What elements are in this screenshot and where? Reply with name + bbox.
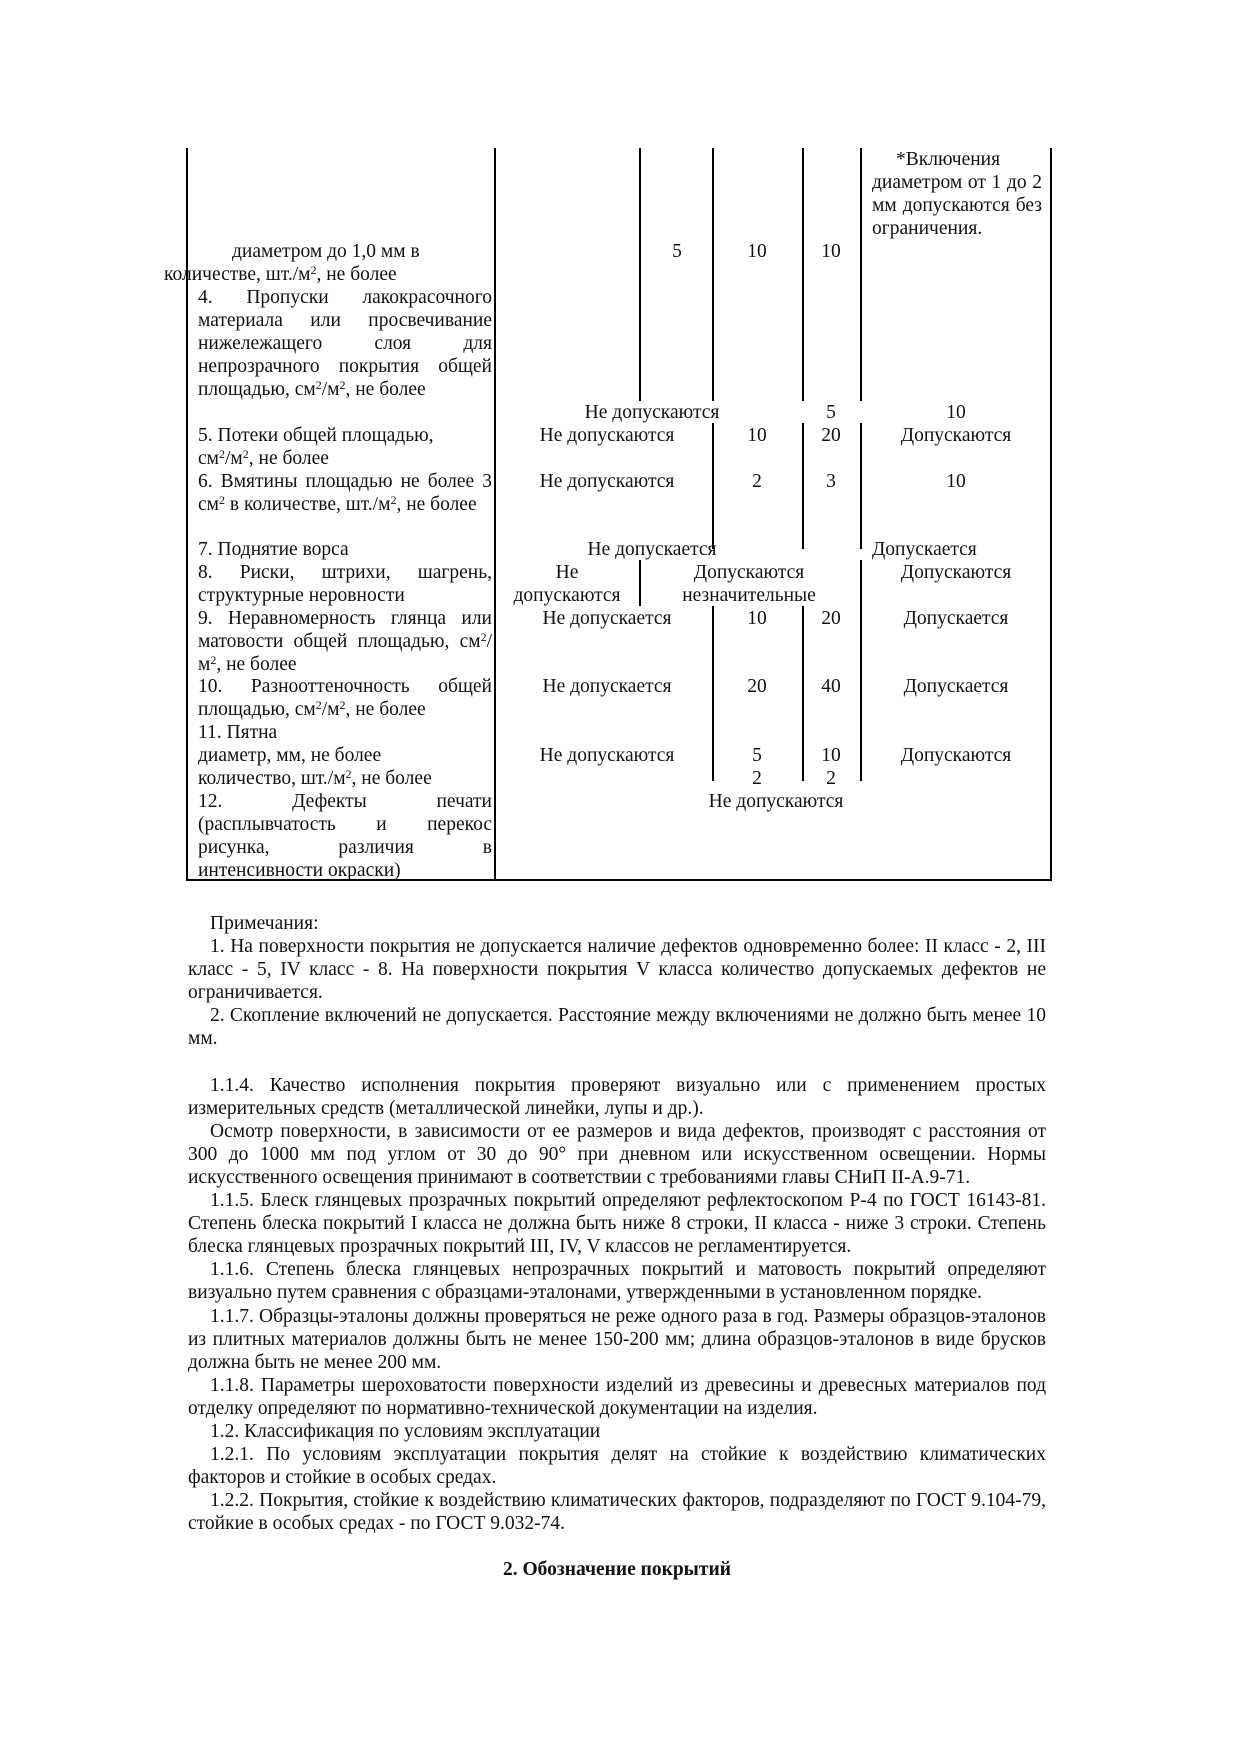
row5-val-3: 10 — [747, 425, 767, 446]
table-col-divider-1 — [494, 148, 496, 881]
row9-val-5: Допускается — [903, 608, 1009, 629]
table-col-divider-4 — [802, 148, 804, 401]
row11-val-5: Допускаются — [900, 745, 1012, 766]
row4-val-span: Не допускаются — [584, 402, 720, 423]
row8-val-2b: незначительные — [682, 585, 816, 606]
row10-val-4: 40 — [821, 676, 841, 697]
row3-val-2: 5 — [672, 241, 682, 262]
row3-val-3: 10 — [747, 241, 767, 262]
row9-label: 9. Неравномерность глянца или матовости общей площадью, $см^2/м^2$, не более — [198, 608, 492, 675]
row9-val-3: 10 — [747, 608, 767, 629]
notes-title: Примечания: — [210, 913, 319, 934]
table-col-divider-2 — [639, 148, 641, 401]
row5-val-span: Не допускаются — [539, 425, 675, 446]
row9-val-4: 20 — [821, 608, 841, 629]
para-1-1-4-inspection: Осмотр поверхности, в зависимости от ее размеров и вида дефектов, производят с расстояния от 300 до 1000 мм под углом от 30 до 90° при дневном или искусственном освещении. Нормы искусственного освещения принимают в соответствии с требованиями главы СНиП II-А.9-71. — [188, 1120, 1046, 1188]
row8-val-2a: Допускаются — [693, 562, 805, 583]
table-border-right — [1050, 148, 1052, 881]
row7-label: 7. Поднятие ворса — [198, 539, 349, 560]
row5-val-4: 20 — [821, 425, 841, 446]
row5-label: 5. Потеки общей площадью, $см^2/м^2$, не более — [198, 425, 434, 469]
row5-val-5: Допускаются — [900, 425, 1012, 446]
table-border-left — [186, 148, 188, 881]
row10-label: 10. Разнооттеночность общей площадью, $см^2/м^2$, не более — [198, 676, 492, 720]
row12-val-span: Не допускаются — [708, 791, 844, 812]
para-1-2-1: 1.2.1. По условиям эксплуатации покрытия делят на стойкие к воздействию климатических факторов и стойкие в особых средах. — [188, 1444, 1046, 1489]
row11-val-4b: 2 — [826, 768, 836, 789]
row4-val-5: 10 — [946, 402, 966, 423]
row8-label: 8. Риски, штрихи, шагрень, структурные неровности — [198, 562, 492, 606]
spacer — [188, 1051, 1046, 1074]
para-1-1-7: 1.1.7. Образцы-эталоны должны проверяться не реже одного раза в год. Размеры образцов-эталонов из плитных материалов должны быть не менее 150-200 мм; длина образцов-эталонов в виде брусков должна быть не менее 200 мм. — [188, 1305, 1046, 1373]
row4-label: 4. Пропуски лакокрасочного материала или просвечивание нижележащего слоя для непрозрачного покрытия общей площадью, $см^2/м^2$, не более — [198, 287, 492, 400]
para-1-1-8: 1.1.8. Параметры шероховатости поверхности изделий из древесины и древесных материалов под отделку определяют по нормативно-технической документации на изделия. — [188, 1374, 1046, 1419]
row7-val-5: Допускается — [872, 539, 977, 560]
para-1-2: 1.2. Классификация по условиям эксплуатации — [210, 1420, 601, 1442]
row7-val-span: Не допускается — [587, 539, 717, 560]
row3-val-4: 10 — [821, 241, 841, 262]
row6-label: 6. Вмятины площадью не более 3 $см^2$ в количестве, $шт./м^2$, не более — [198, 471, 492, 515]
row6-val-4: 3 — [826, 471, 836, 492]
row12-label: 12. Дефекты печати (расплывчатость и перекос рисунка, различия в интенсивности окраски) — [198, 791, 492, 881]
row11-val-4a: 10 — [821, 745, 841, 766]
inclusions-note — [872, 148, 1042, 240]
table-col-divider-4c — [802, 606, 804, 781]
row10-val-span: Не допускается — [542, 676, 672, 697]
table-col-divider-4b — [802, 423, 804, 549]
table-col-divider-3b — [712, 423, 714, 549]
row8-val-5: Допускаются — [900, 562, 1012, 583]
row6-val-span: Не допускаются — [539, 471, 675, 492]
row6-val-5: 10 — [946, 471, 966, 492]
row8-val-1a: Не — [555, 562, 579, 583]
para-1-1-6: 1.1.6. Степень блеска глянцевых непрозрачных покрытий и матовость покрытий определяют визуально путем сравнения с образцами-эталонами, утвержденными в установленном порядке. — [188, 1259, 1046, 1304]
row10-val-5: Допускается — [903, 676, 1009, 697]
body-text — [188, 912, 1046, 1582]
para-1-1-4: 1.1.4. Качество исполнения покрытия проверяют визуально или с применением простых измерительных средств (металлической линейки, лупы и др.). — [188, 1074, 1046, 1119]
para-1-1-5: 1.1.5. Блеск глянцевых прозрачных покрытий определяют рефлектоскопом Р-4 по ГОСТ 16143-81. Степень блеска покрытий I класса не должна быть ниже 8 строки, II класса - ниже 3 строки. Степень блеска глянцевых прозрачных покрытий III, IV, V классов не регламентируется. — [188, 1190, 1046, 1258]
note-1: 1. На поверхности покрытия не допускается наличие дефектов одновременно более: II класс - 2, III класс - 5, IV класс - 8. На поверхности покрытия V класса количество допускаемых дефектов не ограничивается. — [188, 936, 1046, 1004]
table-col-divider-6 — [860, 560, 862, 606]
row4-val-4: 5 — [826, 402, 836, 423]
table-col-divider-5b — [860, 423, 862, 549]
para-1-2-2: 1.2.2. Покрытия, стойкие к воздействию климатических факторов, подразделяют по ГОСТ 9.104-79, стойкие в особых средах - по ГОСТ 9.032-74. — [188, 1490, 1046, 1535]
table-col-divider-5 — [860, 148, 862, 401]
row11-val-3a: 5 — [752, 745, 762, 766]
note-2: 2. Скопление включений не допускается. Расстояние между включениями не должно быть менее 10 мм. — [188, 1005, 1046, 1050]
row11-val-span: Не допускаются — [539, 745, 675, 766]
inclusions-note-text: *Включения диаметром от 1 до 2 мм допускаются без ограничения. — [872, 149, 1042, 239]
table-col-divider-3 — [712, 148, 714, 401]
row8-val-1b: допускаются — [513, 585, 621, 606]
row9-val-span: Не допускается — [542, 608, 672, 629]
table-col-divider-5c — [860, 606, 862, 781]
row10-val-3: 20 — [747, 676, 767, 697]
row3-label: диаметром до 1,0 мм в количестве, $шт./м^2$, не более — [164, 241, 420, 285]
row11-label: 11. Пятна диаметр, мм, не более количество, $шт./м^2$, не более — [198, 722, 432, 789]
row6-val-3: 2 — [752, 471, 762, 492]
table-col-divider-2b — [639, 560, 641, 606]
defects-table — [164, 148, 1052, 881]
table-col-divider-3c — [712, 606, 714, 781]
section-heading: 2. Обозначение покрытий — [503, 1559, 731, 1581]
row11-val-3b: 2 — [752, 768, 762, 789]
